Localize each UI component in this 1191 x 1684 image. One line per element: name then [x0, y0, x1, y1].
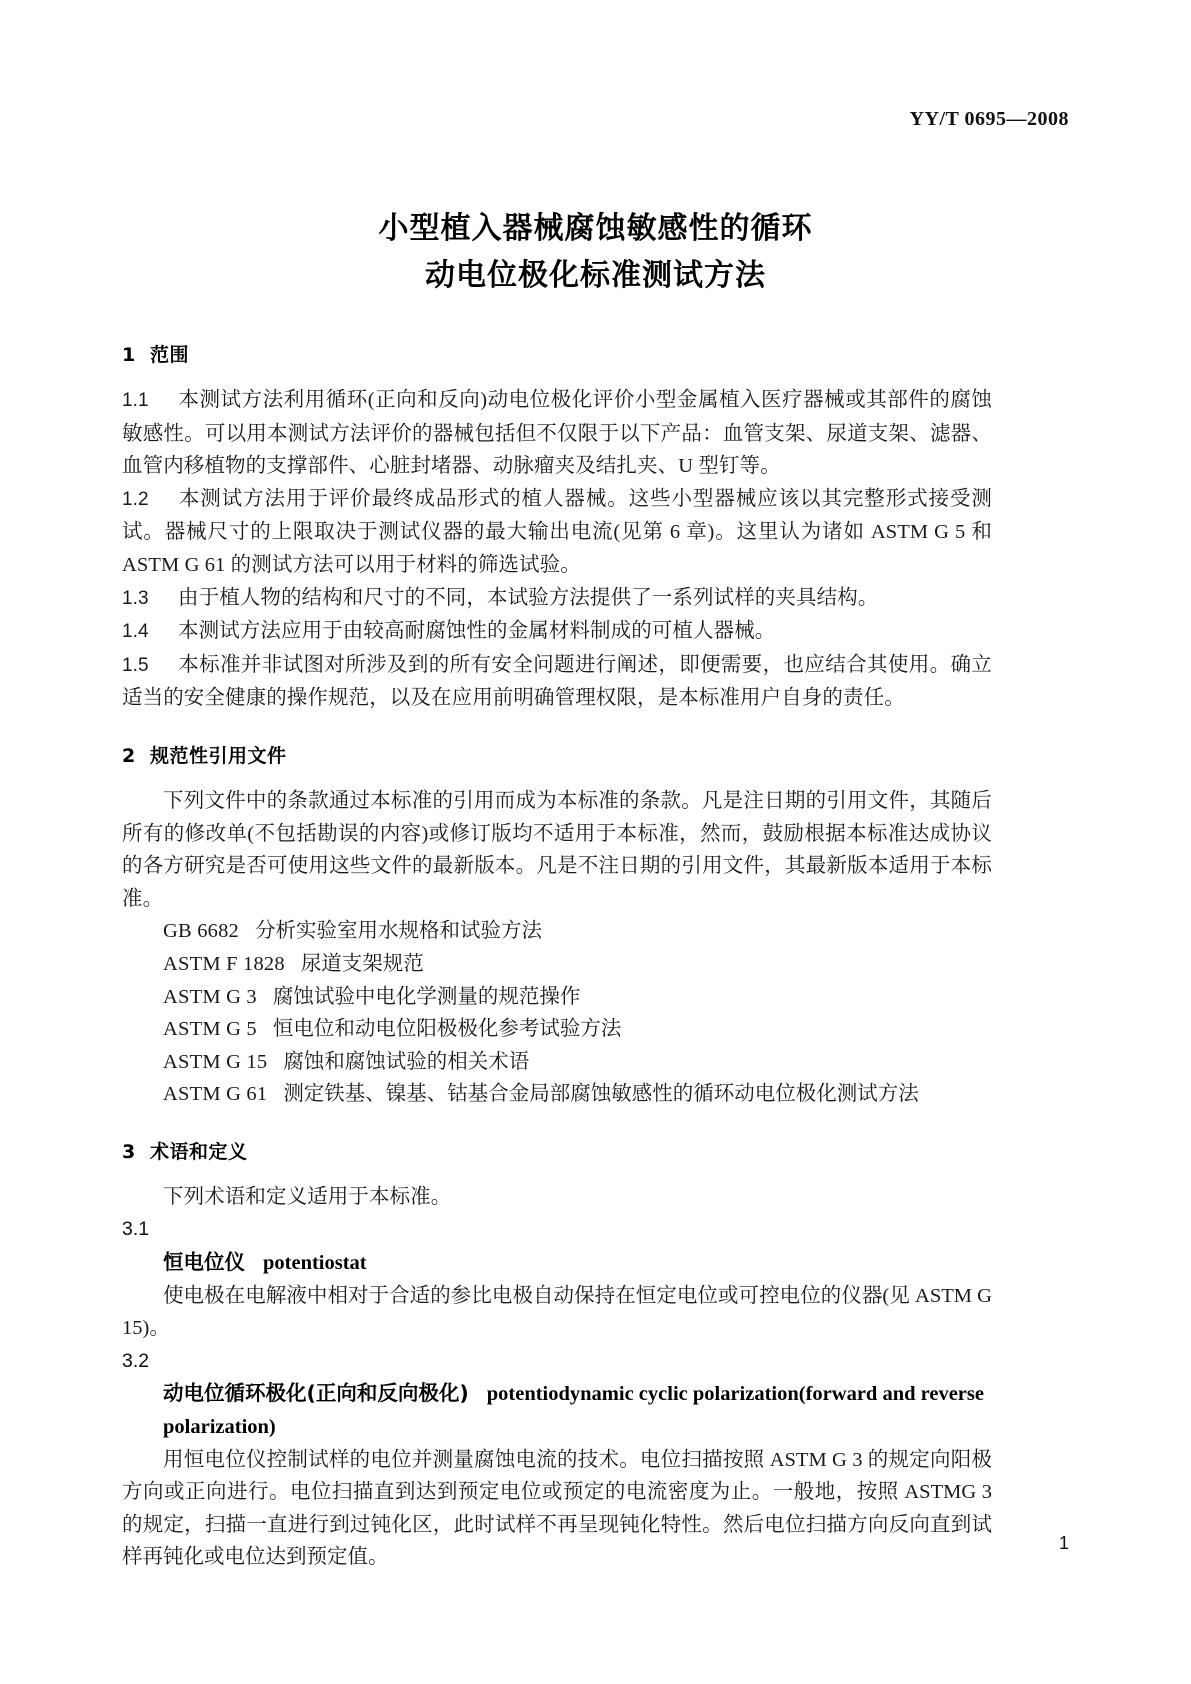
section-number-3: 3 [122, 1140, 136, 1163]
clause-1-1 [122, 384, 992, 483]
normative-reference-list [122, 915, 992, 1111]
clause-text-1-2: 本测试方法用于评价最终成品形式的植人器械。这些小型器械应该以其完整形式接受测试。器械尺寸的上限取决于测试仪器的最大输出电流(见第 6 章)。这里认为诸如 ASTM G 5 和 ASTM G 61 的测试方法可以用于材料的筛选试验。 [122, 487, 992, 576]
section-3-intro: 下列术语和定义适用于本标准。 [163, 1185, 452, 1208]
clause-label-1-4: 1.4 [122, 621, 149, 643]
reference-id: ASTM G 5 [163, 1018, 257, 1041]
section-number-1: 1 [122, 344, 136, 366]
list-item [122, 1013, 992, 1046]
document-body [122, 340, 992, 1574]
clause-text-1-3: 由于植人物的结构和尺寸的不同，本试验方法提供了一系列试样的夹具结构。 [178, 586, 879, 609]
page-number: 1 [1058, 1533, 1069, 1553]
title-line-1: 小型植入器械腐蚀敏感性的循环 [378, 211, 813, 246]
list-item [122, 1046, 992, 1079]
term-number-3-2: 3.2 [122, 1349, 150, 1372]
reference-id: ASTM F 1828 [163, 952, 285, 975]
term-name-en: potentiostat [263, 1252, 367, 1275]
title-line-2: 动电位极化标准测试方法 [425, 258, 766, 293]
clause-1-5 [122, 649, 992, 715]
term-name-zh: 动电位循环极化(正向和反向极化) [163, 1381, 469, 1406]
clause-1-2 [122, 483, 992, 582]
reference-title: 腐蚀和腐蚀试验的相关术语 [283, 1050, 530, 1073]
clause-text-1-5: 本标准并非试图对所涉及到的所有安全问题进行阐述，即便需要，也应结合其使用。确立适当的安全健康的操作规范，以及在应用前明确管理权限，是本标准用户自身的责任。 [122, 653, 992, 710]
reference-title: 腐蚀试验中电化学测量的规范操作 [272, 985, 581, 1008]
reference-title: 分析实验室用水规格和试验方法 [255, 920, 543, 943]
term-definition-3-2: 用恒电位仪控制试样的电位并测量腐蚀电流的技术。电位扫描按照 ASTM G 3 的规定向阳极方向或正向进行。电位扫描直到达到预定电位或预定的电流密度为止。一般地，按照 ASTMG 3 的规定，扫描一直进行到过钝化区，此时试样不再呈现钝化特性。然后电位扫描方向反向直到试样再钝化或电位达到预定值。 [122, 1448, 992, 1569]
section-heading-2 [122, 741, 992, 771]
list-item [122, 1078, 992, 1111]
clause-1-4 [122, 615, 992, 649]
section-title-1: 范围 [149, 344, 189, 366]
standard-code: YY/T 0695—2008 [909, 108, 1069, 130]
list-item [122, 915, 992, 948]
clause-label-1-5: 1.5 [122, 654, 149, 676]
clause-label-1-2: 1.2 [122, 488, 149, 510]
running-header [910, 108, 1069, 131]
section-heading-3 [122, 1137, 992, 1167]
term-name-zh: 恒电位仪 [163, 1250, 245, 1275]
clause-text-1-4: 本测试方法应用于由较高耐腐蚀性的金属材料制成的可植人器械。 [178, 620, 776, 643]
clause-text-1-1: 本测试方法利用循环(正向和反向)动电位极化评价小型金属植入医疗器械或其部件的腐蚀敏感性。可以用本测试方法评价的器械包括但不仅限于以下产品：血管支架、尿道支架、滤器、血管内移植物的支撑部件、心脏封堵器、动脉瘤夹及结扎夹、U 型钉等。 [122, 389, 992, 478]
term-number-3-1: 3.1 [122, 1218, 150, 1241]
page-title [0, 205, 1191, 299]
list-item [122, 948, 992, 981]
section-heading-1 [122, 340, 992, 370]
reference-id: ASTM G 3 [163, 985, 257, 1008]
term-name-3-2 [122, 1377, 992, 1443]
section-number-2: 2 [122, 744, 136, 767]
reference-title: 恒电位和动电位阳极极化参考试验方法 [272, 1018, 622, 1041]
reference-id: ASTM G 61 [163, 1083, 268, 1106]
section-title-3: 术语和定义 [149, 1140, 248, 1163]
term-name-en: potentiodynamic cyclic polarization(forward and reverse polarization) [163, 1383, 984, 1439]
clause-label-1-3: 1.3 [122, 587, 149, 609]
section-title-2: 规范性引用文件 [149, 744, 287, 767]
term-name-3-1 [122, 1246, 992, 1280]
section-2-intro: 下列文件中的条款通过本标准的引用而成为本标准的条款。凡是注日期的引用文件，其随后所有的修改单(不包括勘误的内容)或修订版均不适用于本标准，然而，鼓励根据本标准达成协议的各方研究是否可使用这些文件的最新版本。凡是不注日期的引用文件，其最新版本适用于本标准。 [122, 789, 992, 910]
list-item [122, 981, 992, 1014]
reference-title: 尿道支架规范 [300, 952, 424, 975]
term-definition-3-1: 使电极在电解液中相对于合适的参比电极自动保持在恒定电位或可控电位的仪器(见 ASTM G 15)。 [122, 1284, 992, 1340]
reference-id: GB 6682 [163, 920, 240, 943]
clause-label-1-1: 1.1 [122, 390, 149, 411]
reference-title: 测定铁基、镍基、钴基合金局部腐蚀敏感性的循环动电位极化测试方法 [283, 1083, 919, 1106]
reference-id: ASTM G 15 [163, 1050, 268, 1073]
clause-1-3 [122, 582, 992, 616]
